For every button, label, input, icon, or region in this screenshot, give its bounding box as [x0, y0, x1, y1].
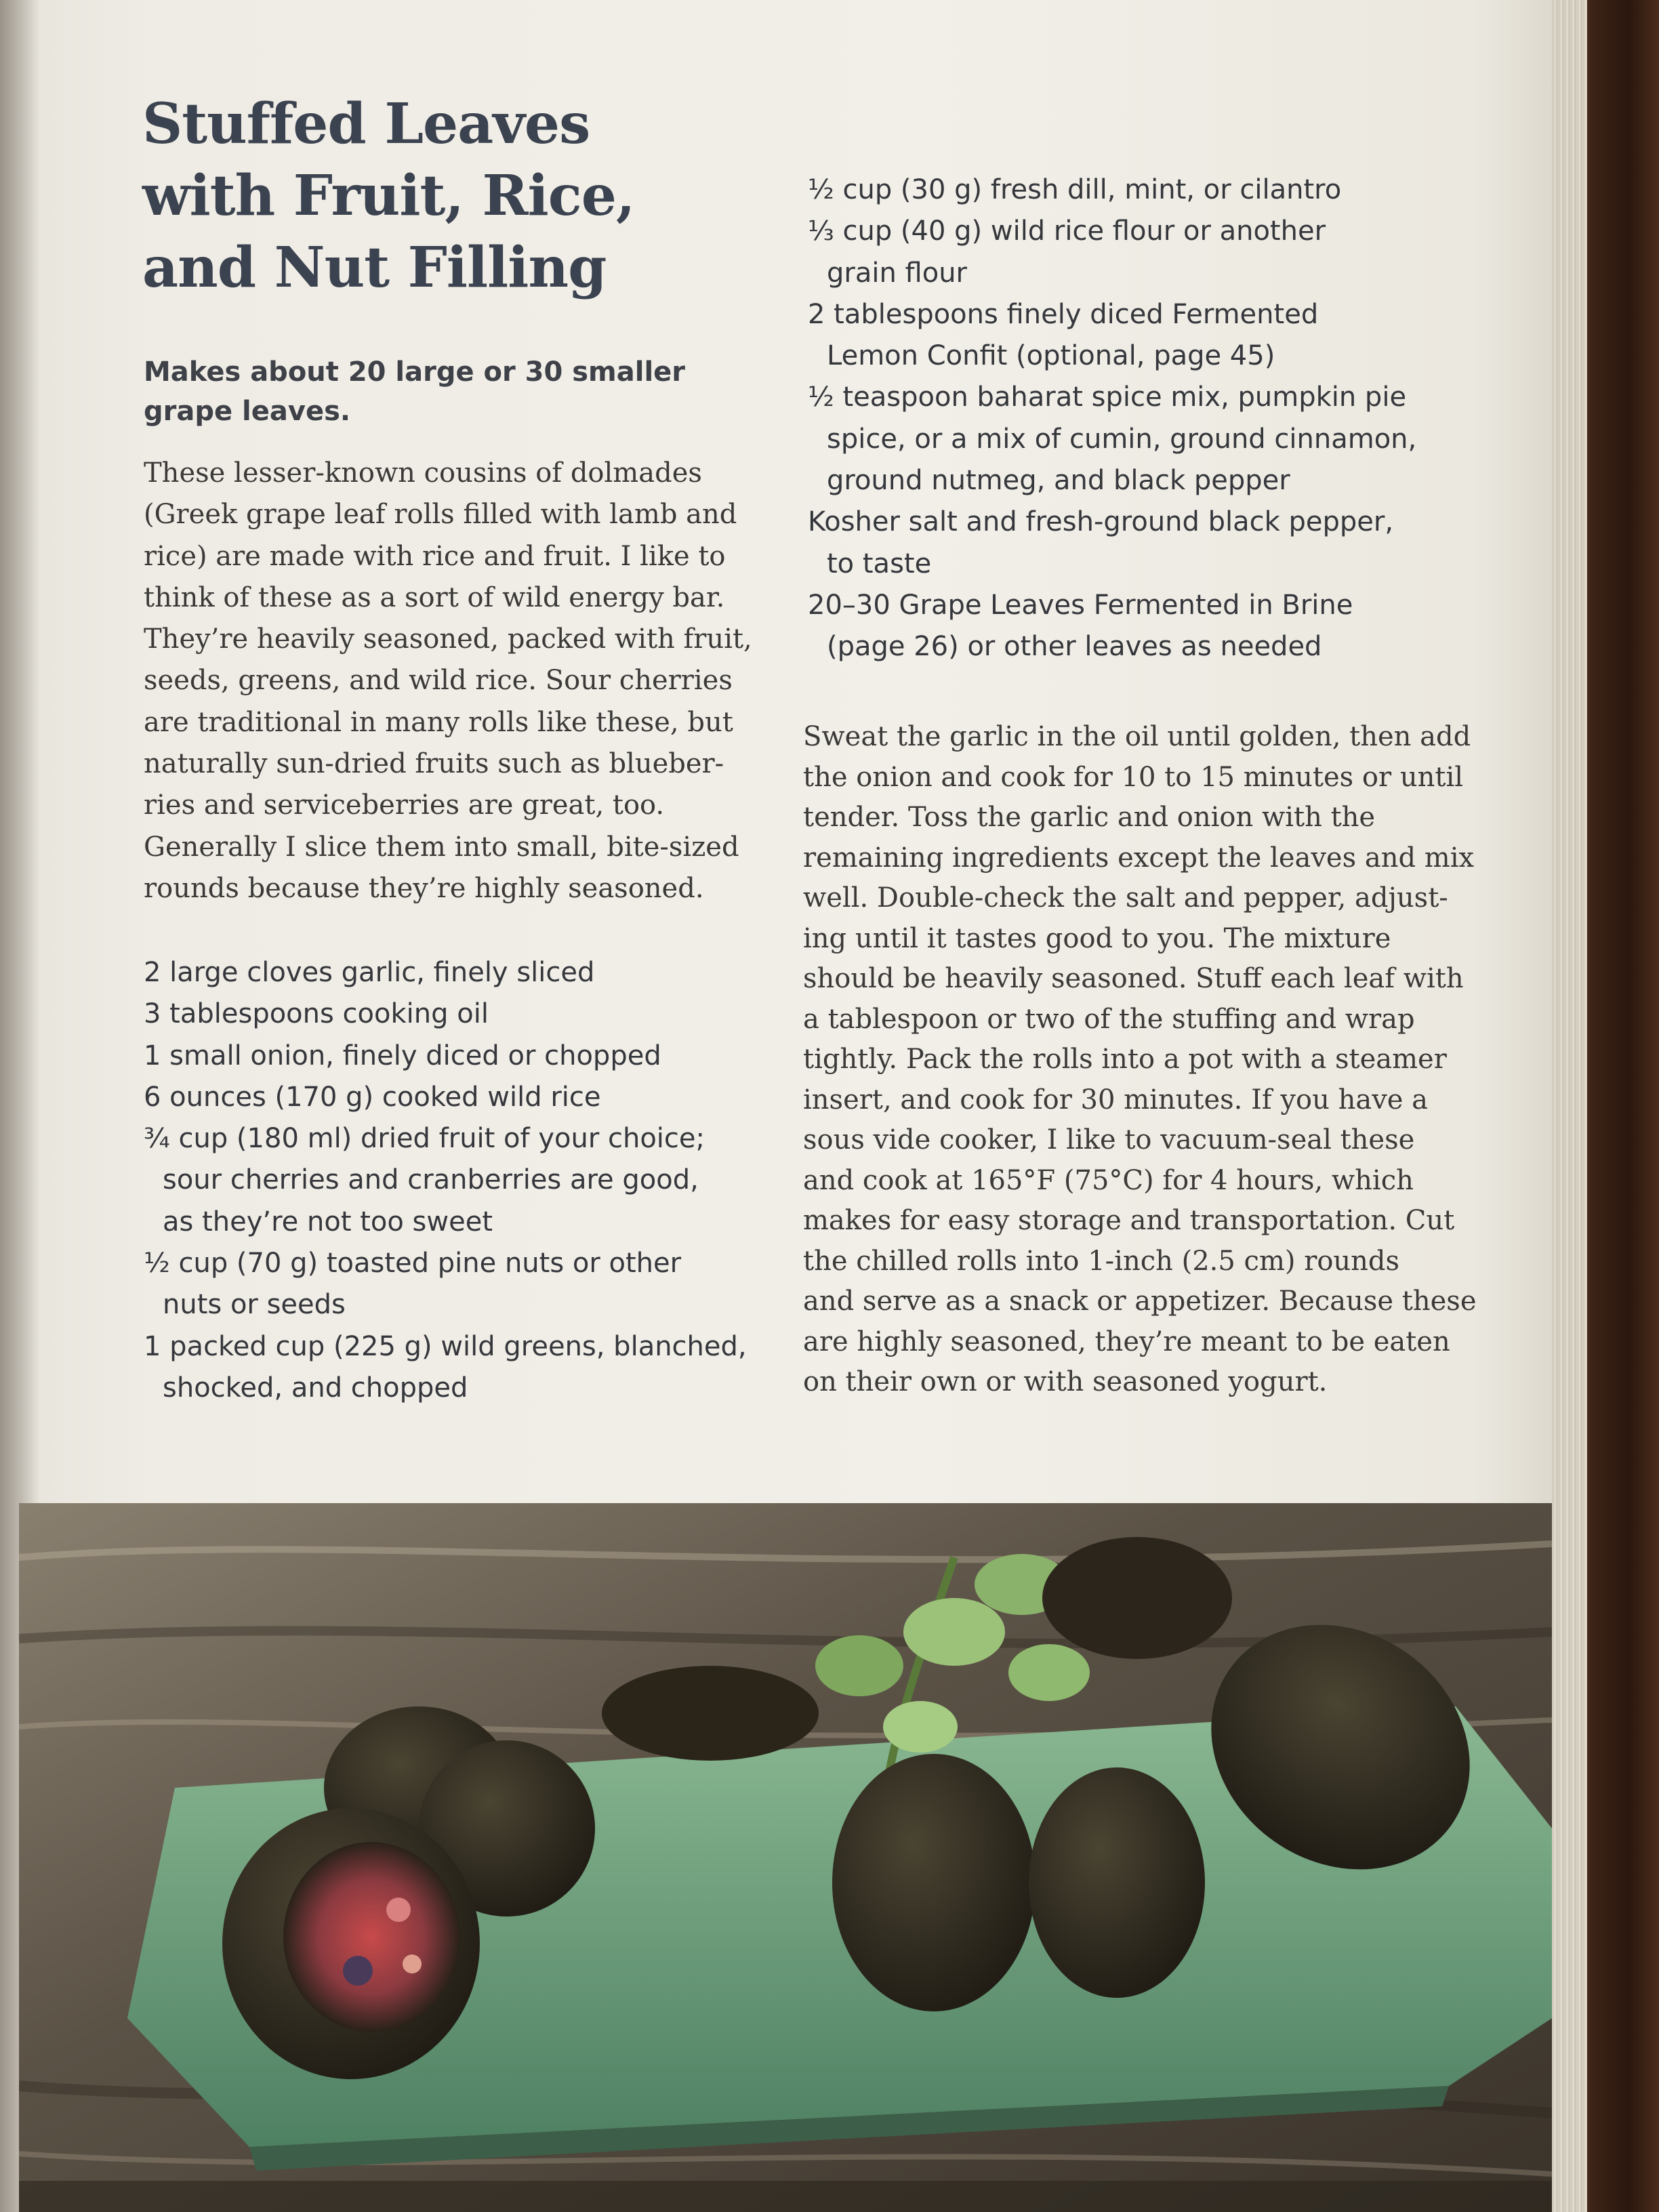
ingredient-item [144, 1077, 821, 1118]
method-line: makes for easy storage and transportation. Cut [803, 1205, 1455, 1236]
title-line: with Fruit, Rice, [142, 163, 635, 228]
ingredient-line: sour cherries and cranberries are good, [163, 1164, 699, 1196]
ingredient-line: nuts or seeds [163, 1289, 346, 1321]
food-photo-illustration [19, 1503, 1552, 2212]
method-line: a tablespoon or two of the stuffing and wrap [803, 1003, 1415, 1035]
ingredient-line: grain flour [827, 257, 967, 289]
ingredient-item [144, 994, 821, 1035]
intro-line: are traditional in many rolls like these, but [144, 706, 733, 738]
ingredient-line: Kosher salt and fresh-ground black pepper, [808, 506, 1394, 538]
intro-line: think of these as a sort of wild energy bar. [144, 581, 725, 613]
title-line: Stuffed Leaves [142, 91, 590, 157]
ingredient-line: ground nutmeg, and black pepper [827, 465, 1290, 497]
ingredient-line: 2 tablespoons finely diced Fermented [808, 298, 1319, 330]
ingredient-line: shocked, and chopped [163, 1372, 468, 1404]
recipe-title [142, 88, 752, 304]
intro-line: Generally I slice them into small, bite-sized [144, 831, 739, 863]
ingredient-item [144, 1118, 821, 1243]
method-line: sous vide cooker, I like to vacuum-seal these [803, 1124, 1415, 1155]
intro-line: ries and serviceberries are great, too. [144, 790, 665, 821]
method-line: and serve as a snack or appetizer. Because these [803, 1286, 1477, 1317]
method-line: are highly seasoned, they’re meant to be eaten [803, 1326, 1450, 1357]
title-line: and Nut Filling [142, 235, 607, 300]
method-line: tender. Toss the garlic and onion with the [803, 802, 1376, 833]
ingredient-line: 1 packed cup (225 g) wild greens, blanched, [144, 1330, 747, 1362]
method-line: the chilled rolls into 1-inch (2.5 cm) rounds [803, 1245, 1400, 1277]
ingredient-line: 3 tablespoons cooking oil [144, 998, 489, 1030]
ingredient-line: ½ cup (30 g) fresh dill, mint, or cilantro [808, 174, 1342, 205]
recipe-yield [144, 352, 754, 431]
method-line: insert, and cook for 30 minutes. If you have a [803, 1084, 1429, 1115]
ingredient-line: 1 small onion, finely diced or chopped [144, 1040, 661, 1071]
yield-line: grape leaves. [144, 396, 351, 427]
method-line: the onion and cook for 10 to 15 minutes or until [803, 761, 1464, 793]
ingredient-item [808, 585, 1526, 668]
intro-line: These lesser-known cousins of dolmades [144, 457, 702, 489]
ingredient-item [808, 501, 1526, 585]
method-line: ing until it tastes good to you. The mixture [803, 922, 1391, 954]
ingredient-line: (page 26) or other leaves as needed [827, 631, 1322, 663]
ingredient-line: ⅓ cup (40 g) wild rice flour or another [808, 216, 1326, 247]
ingredient-line: Lemon Confit (optional, page 45) [827, 340, 1275, 372]
ingredient-line: to taste [827, 548, 932, 579]
ingredient-item [808, 211, 1526, 294]
intro-line: They’re heavily seasoned, packed with fruit, [144, 623, 752, 655]
recipe-method [803, 717, 1508, 1403]
method-line: Sweat the garlic in the oil until golden, then add [803, 721, 1471, 752]
method-line: tightly. Pack the rolls into a pot with a steamer [803, 1044, 1447, 1075]
ingredient-line: as they’re not too sweet [163, 1206, 493, 1237]
ingredient-item [808, 169, 1526, 211]
ingredient-item [144, 1326, 821, 1410]
photo-bottom-shadow [19, 2181, 1552, 2212]
yield-line: Makes about 20 large or 30 smaller [144, 356, 686, 388]
intro-line: (Greek grape leaf rolls filled with lamb and [144, 499, 737, 531]
ingredient-line: ½ teaspoon baharat spice mix, pumpkin pie [808, 382, 1407, 413]
ingredient-list-right [808, 169, 1526, 668]
method-line: well. Double-check the salt and pepper, adjust- [803, 882, 1448, 914]
intro-line: seeds, greens, and wild rice. Sour cherries [144, 665, 733, 697]
ingredient-line: ½ cup (70 g) toasted pine nuts or other [144, 1248, 682, 1279]
ingredient-item [808, 377, 1526, 501]
method-line: on their own or with seasoned yogurt. [803, 1366, 1328, 1397]
intro-line: rounds because they’re highly seasoned. [144, 872, 704, 904]
ingredient-item [144, 952, 821, 994]
method-line: and cook at 165°F (75°C) for 4 hours, which [803, 1164, 1414, 1196]
ingredient-list-left [144, 952, 821, 1409]
ingredient-line: spice, or a mix of cumin, ground cinnamon, [827, 423, 1417, 455]
recipe-intro [144, 453, 821, 909]
intro-line: naturally sun-dried fruits such as blueber- [144, 748, 724, 780]
ingredient-item [144, 1036, 821, 1077]
method-line: remaining ingredients except the leaves and mix [803, 842, 1475, 874]
ingredient-line: 20–30 Grape Leaves Fermented in Brine [808, 589, 1353, 621]
food-photo [19, 1503, 1552, 2212]
ingredient-item [808, 294, 1526, 377]
ingredient-line: ¾ cup (180 ml) dried fruit of your choice; [144, 1123, 705, 1155]
ingredient-line: 6 ounces (170 g) cooked wild rice [144, 1081, 601, 1113]
method-line: should be heavily seasoned. Stuff each leaf with [803, 963, 1464, 994]
ingredient-line: 2 large cloves garlic, finely sliced [144, 957, 595, 988]
intro-line: rice) are made with rice and fruit. I like to [144, 540, 726, 572]
ingredient-item [144, 1243, 821, 1326]
